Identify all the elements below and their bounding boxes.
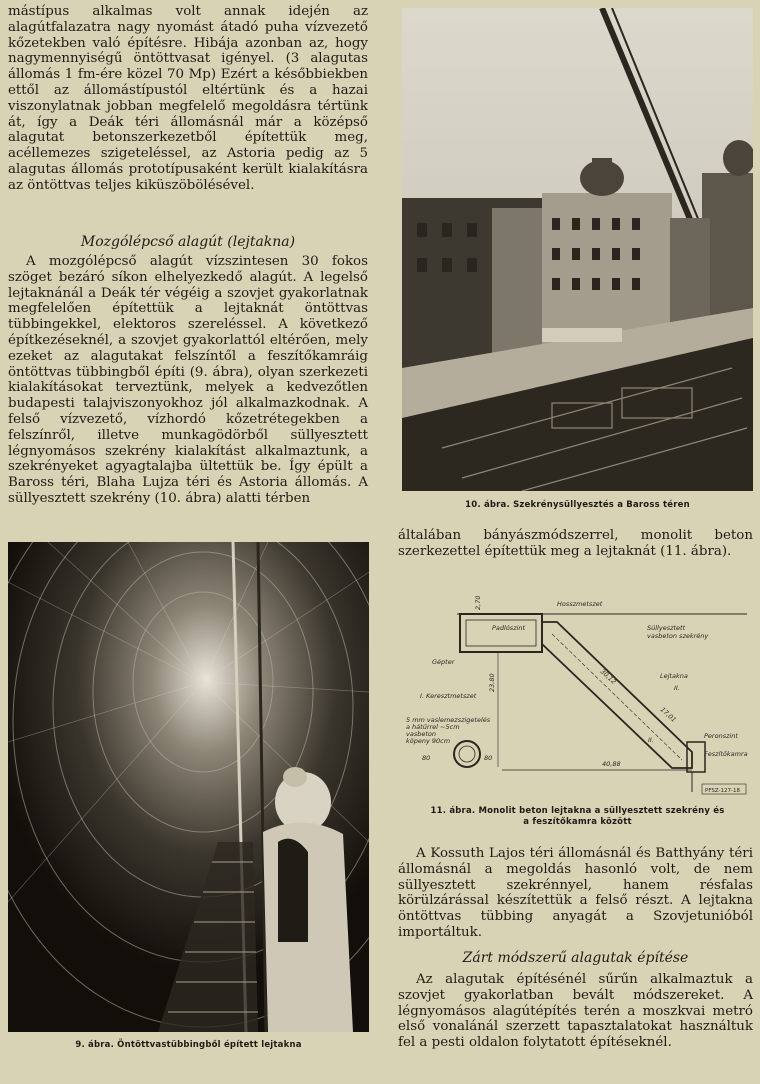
diagram-dim-top: 2,70 (474, 595, 482, 610)
body-paragraph-5: Az alagutak építésénél sűrűn alkalmaztuk a szovjet gyakorlatban bevált módszereket. A légnyomásos alagútépítés terén a moszkvai metró első vonalánál szerzett tapasztalatokat használtuk fel a pesti oldalon folytatott építéseknél. (398, 972, 753, 1051)
figure-10-photo (402, 8, 753, 491)
body-paragraph-3: általában bányászmódszerrel, monolit beton szerkezettel építettük meg a lejtaknát (11. ábra). (398, 528, 753, 559)
diagram-label-ii-2: II. (648, 736, 654, 744)
figure-11-caption-line2: a feszítőkamra között (523, 817, 632, 827)
diagram-label-peronszint: Peronszint (704, 732, 738, 740)
body-paragraph-4: A Kossuth Lajos téri állomásnál és Batthyány téri állomásnál a megoldás hasonló volt, de nem süllyesztett szekrénnyel, hanem résfalas körülzárással készítettük a felső részt. A lejtakna öntöttvas tübbing anyagát a Szovjetunióból importáltuk. (398, 846, 753, 940)
section-heading-lejtakna: Mozgólépcső alagút (lejtakna) (80, 234, 296, 250)
figure-11-caption-line1: 11. ábra. Monolit beton lejtakna a süllyesztett szekrény és (430, 806, 725, 816)
diagram-label-szigeteles: 5 mm vaslemezszigetelés a hátűrrel ~5cm vasbeton köpeny 90cm (406, 716, 491, 745)
diagram-label-80b: 80 (484, 754, 493, 762)
diagram-label-gepter: Gépter (432, 658, 455, 666)
figure-9-caption: 9. ábra. Öntöttvastübbingből épített lejtakna (75, 1040, 302, 1050)
diagram-label-lejtakna: Lejtakna (660, 672, 688, 680)
diagram-label-80a: 80 (422, 754, 431, 762)
diagram-label-sullyesztett: Süllyesztett vasbeton szekrény (647, 624, 709, 640)
figure-11-caption (402, 806, 753, 828)
diagram-dim-slope1: 30,12 (598, 667, 618, 686)
figure-10-caption: 10. ábra. Szekrénysüllyesztés a Baross téren (465, 500, 690, 510)
tunnel-photo-illustration (8, 542, 369, 1032)
baross-square-photo-illustration (402, 8, 753, 491)
body-paragraph-2: A mozgólépcső alagút vízszintesen 30 fokos szöget bezáró síkon elhelyezkedő alagút. A legelső lejtaknánál a Deák tér végéig a szovjet gyakorlatnak megfelelően építettük a lejtaknát öntöttvas tübbingekkel, elektoros szereléssel. A következő építkezéseknél, a szovjet gyakorlattól eltérően, mely ezeket az alagutakat felszíntől a feszítőkamráig öntöttvas tübbingből építi (9. ábra), olyan szerkezeti kialakításokat terveztünk, melyek a kedvezőtlen budapesti talajviszonyokhoz jól alkalmazkodnak. A felső vízvezető, vízhordó kőzetrétegekben a felszínről, illetve munkagödörből süllyesztett légnyomásos szekrény kialakítást alkalmaztunk, a szekrényeket agyagtalajba ültettük be. Így épült a Baross téri, Blaha Lujza téri és Astoria állomás. A süllyesztett szekrény (10. ábra) alatti térben (8, 254, 368, 506)
diagram-dim-slope2: 17,01 (658, 705, 678, 724)
diagram-label-hosszmetszet: Hosszmetszet (557, 600, 603, 608)
diagram-label-ii-1: II. (674, 684, 680, 692)
figure-11-diagram (402, 592, 753, 798)
section-heading-zart: Zárt módszerű alagutak építése (462, 950, 689, 966)
figure-9-photo (8, 542, 369, 1032)
body-paragraph-1: mástípus alkalmas volt annak idején az alagútfalazatra nagy nyomást átadó puha vízvezető kőzetekben való építésre. Hibája azonban az, hogy nagymennyiségű öntöttvasat igényel. (3 alagutas állomás 1 fm-ére közel 70 Mp) Ezért a későbbiekben ettől az állomástípustól eltértünk és a hazai viszonylatnak jobban megfelelő megoldásra tértünk át, így a Deák téri állomásnál már a középső alagutat betonszerkezetből építettük meg, acéllemezes szigeteléssel, az Astoria pedig az 5 alagutas állomás prototípusaként került kialakításra az öntöttvas teljes kiküszöbölésével. (8, 4, 368, 193)
diagram-label-padlasznt: Padlószint (492, 624, 526, 632)
diagram-label-keresztmetszet: I. Keresztmetszet (420, 692, 477, 700)
diagram-label-feszitokamra: Feszítőkamra (704, 750, 748, 758)
diagram-dim-bottom: 40,88 (602, 760, 621, 768)
diagram-dim-vert: 23,80 (488, 673, 496, 692)
diagram-stamp: PFSZ-127-18 (705, 788, 741, 794)
